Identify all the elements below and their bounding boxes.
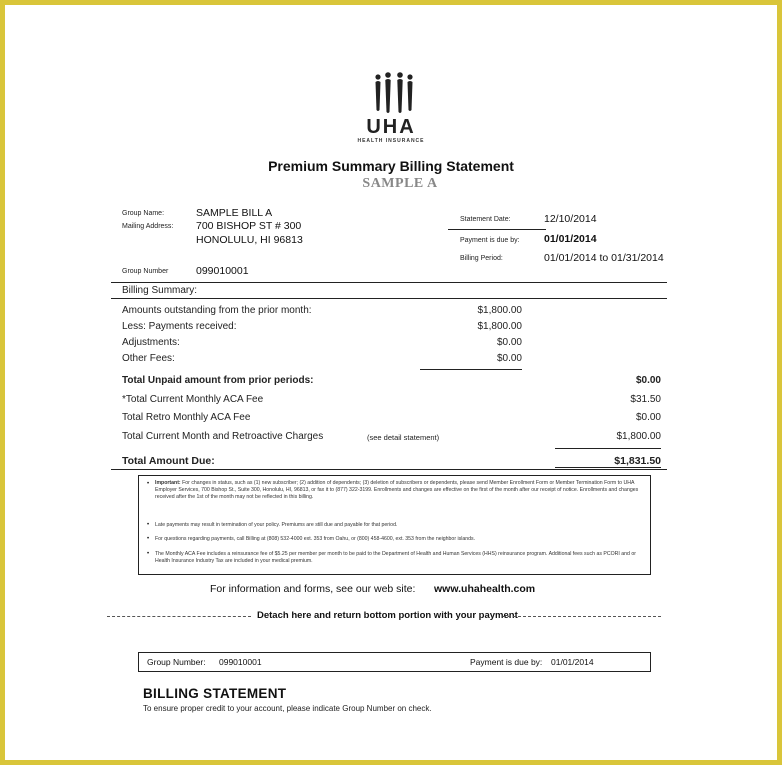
summary-row-label: Amounts outstanding from the prior month:	[122, 305, 312, 316]
divider	[111, 282, 667, 283]
summary-row-value: $0.00	[496, 353, 522, 364]
stub-payment-due-label: Payment is due by:	[470, 657, 543, 667]
summary-row-label: Adjustments:	[122, 337, 180, 348]
total-unpaid-value: $0.00	[635, 375, 661, 386]
bullet: •	[147, 522, 150, 528]
payment-due-label: Payment is due by:	[460, 237, 520, 244]
group-name: SAMPLE BILL A	[196, 207, 273, 219]
detach-text: Detach here and return bottom portion with your payment	[257, 610, 518, 621]
summary-row-label: Less: Payments received:	[122, 321, 237, 332]
group-number: 099010001	[196, 265, 249, 277]
web-info-text: For information and forms, see our web site:	[210, 583, 416, 595]
group-number-label: Group Number	[122, 268, 169, 275]
address-line-2: HONOLULU, HI 96813	[196, 234, 303, 246]
people-figures-icon	[372, 72, 416, 116]
aca-current-label: *Total Current Monthly ACA Fee	[122, 394, 264, 405]
stub-group-number-label: Group Number:	[147, 657, 206, 667]
billing-statement-heading: BILLING STATEMENT	[143, 686, 287, 701]
sample-stamp: SAMPLE A	[362, 176, 438, 191]
payment-due-date: 01/01/2014	[544, 233, 597, 245]
stub-group-number: 099010001	[219, 657, 262, 667]
current-retro-value: $1,800.00	[616, 431, 661, 442]
page-title: Premium Summary Billing Statement	[268, 158, 514, 174]
important-label: Important:	[155, 480, 181, 486]
notice-late-payments: Late payments may result in termination of your policy. Premiums are still due and payable for that period.	[155, 522, 398, 528]
total-due-value: $1,831.50	[614, 455, 661, 467]
notice-aca-fee: The Monthly ACA Fee includes a reinsurance fee of $5.25 per member per month to be paid to the Department of Health and Human Services (HHS) reinsurance program. Additional fees such as PCORI and or Health Insurance Industry Tax are included in your medical premium.	[155, 551, 636, 564]
mailing-address-label: Mailing Address:	[122, 223, 174, 230]
address-line-1: 700 BISHOP ST # 300	[196, 220, 302, 232]
aca-retro-label: Total Retro Monthly ACA Fee	[122, 412, 251, 423]
notice-important	[155, 480, 650, 501]
summary-row-value: $1,800.00	[477, 305, 522, 316]
notice-questions: For questions regarding payments, call Billing at (808) 532-4000 ext. 353 from Oahu, or (800) 458-4600, ext. 353 from the neighbor islands.	[155, 536, 476, 542]
brand-name: UHA	[366, 116, 416, 138]
total-due-label: Total Amount Due:	[122, 455, 215, 467]
divider	[555, 448, 661, 449]
statement-date: 12/10/2014	[544, 213, 597, 225]
bullet: •	[147, 551, 150, 557]
brand-tagline: HEALTH INSURANCE	[357, 138, 425, 144]
payment-stub	[138, 652, 651, 672]
summary-row-value: $1,800.00	[477, 321, 522, 332]
detach-line-left	[107, 616, 251, 617]
billing-instruction: To ensure proper credit to your account, please indicate Group Number on check.	[143, 704, 432, 713]
divider	[111, 469, 667, 470]
billing-period-label: Billing Period:	[460, 255, 503, 262]
divider	[555, 467, 661, 468]
summary-row-value: $0.00	[496, 337, 522, 348]
divider	[111, 298, 667, 299]
stub-payment-due: 01/01/2014	[551, 657, 594, 667]
website-link[interactable]: www.uhahealth.com	[434, 583, 536, 595]
divider	[448, 229, 546, 230]
current-retro-label: Total Current Month and Retroactive Charges	[122, 431, 324, 442]
summary-row-label: Other Fees:	[122, 353, 175, 364]
current-retro-note: (see detail statement)	[367, 433, 440, 442]
billing-period: 01/01/2014 to 01/31/2014	[544, 252, 664, 264]
divider	[420, 369, 522, 370]
group-name-label: Group Name:	[122, 210, 165, 217]
billing-summary-heading: Billing Summary:	[122, 285, 198, 296]
aca-current-value: $31.50	[630, 394, 661, 405]
bullet: •	[147, 481, 150, 487]
bullet: •	[147, 536, 150, 542]
important-text: For changes in status, such as (1) new subscriber; (2) addition of dependents; (3) deletion of subscribers or dependents, please send Member Enrollment Form or Member Termination Form to UHA Employer Services, 700 Bishop St., Suite 300, Honolulu, HI, 96813, or fax it to (877) 322-3199. Enrollments and changes are effective on the first of the month after our receipt of notice. Enrollments and changes received after the 1st of the month may not be reflected in this billing.	[155, 480, 639, 500]
aca-retro-value: $0.00	[635, 412, 661, 423]
detach-line-right	[503, 616, 661, 617]
statement-date-label: Statement Date:	[460, 216, 511, 223]
notice-box	[138, 475, 651, 575]
total-unpaid-label: Total Unpaid amount from prior periods:	[122, 375, 314, 386]
